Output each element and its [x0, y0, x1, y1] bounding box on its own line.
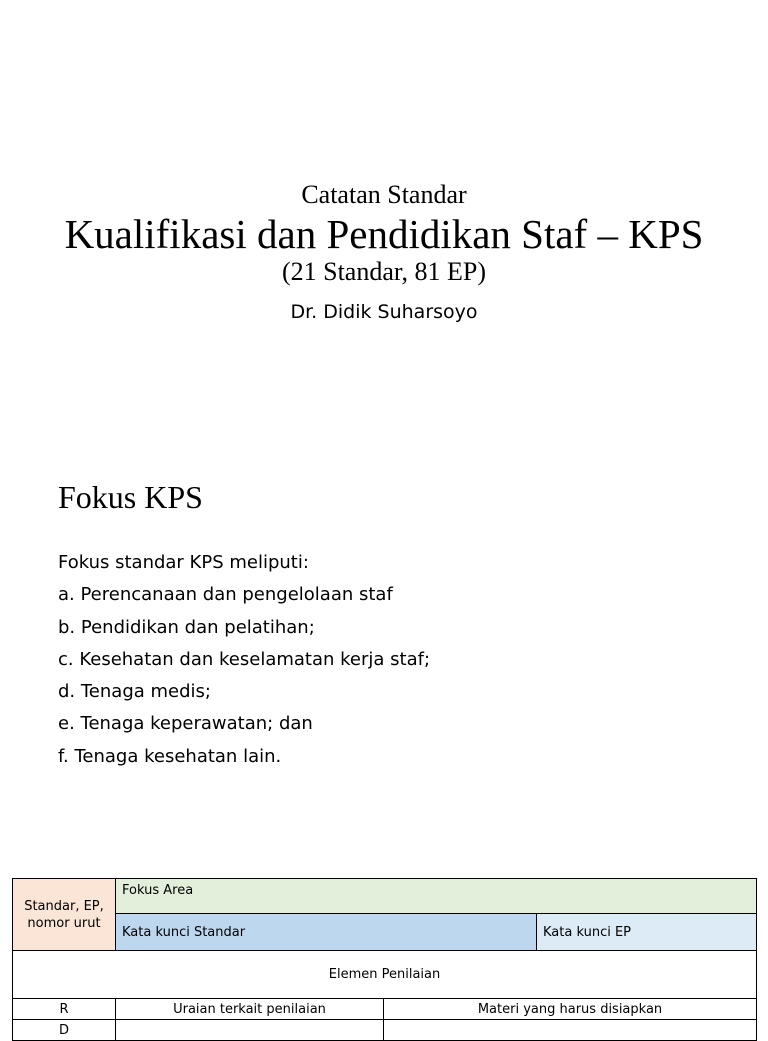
focus-item-c: c. Kesehatan dan keselamatan kerja staf; — [58, 648, 431, 670]
col-r-header: R — [13, 999, 116, 1020]
focus-intro: Fokus standar KPS meliputi: — [58, 552, 309, 573]
fokus-area-cell: Fokus Area — [116, 879, 757, 914]
row-d-materi — [384, 1020, 757, 1041]
focus-item-f: f. Tenaga kesehatan lain. — [58, 745, 282, 767]
focus-heading: Fokus KPS — [58, 479, 203, 515]
standar-cell: Standar, EP, nomor urut — [13, 879, 116, 951]
row-d-label: D — [13, 1020, 116, 1041]
focus-item-a: a. Perencanaan dan pengelolaan staf — [58, 584, 393, 606]
col-uraian-header: Uraian terkait penilaian — [116, 999, 384, 1020]
row-d-uraian — [116, 1020, 384, 1041]
elemen-penilaian-cell: Elemen Penilaian — [13, 951, 757, 999]
focus-item-e: e. Tenaga keperawatan; dan — [58, 713, 313, 735]
focus-list — [58, 548, 738, 774]
kata-kunci-ep-cell: Kata kunci EP — [537, 914, 757, 951]
focus-item-d: d. Tenaga medis; — [58, 681, 211, 703]
cover-count: (21 Standar, 81 EP) — [281, 257, 487, 286]
kata-kunci-standar-cell: Kata kunci Standar — [116, 914, 537, 951]
cover-author: Dr. Didik Suharsoyo — [290, 301, 478, 323]
col-materi-header: Materi yang harus disiapkan — [384, 999, 757, 1020]
cover-subtitle: Catatan Standar — [301, 180, 467, 209]
cover-title: Kualifikasi dan Pendidikan Staf – KPS — [64, 211, 704, 257]
ep-table — [12, 878, 757, 1041]
focus-item-b: b. Pendidikan dan pelatihan; — [58, 616, 315, 638]
